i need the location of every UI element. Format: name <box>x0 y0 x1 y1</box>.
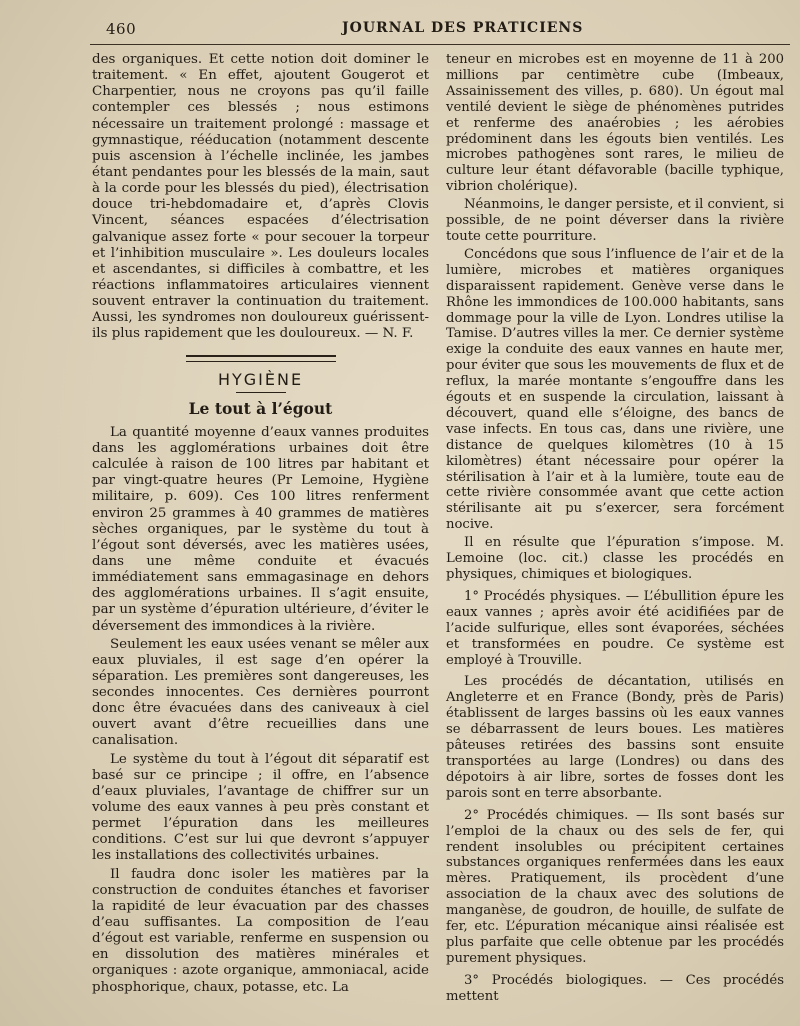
section-separator <box>186 355 336 362</box>
journal-title: JOURNAL DES PRATICIENS <box>342 20 584 36</box>
right-column <box>446 52 784 1007</box>
section-title: HYGIÈNE <box>217 369 304 389</box>
left-paragraph-3: Le système du tout à l’égout dit séparatif est basé sur ce principe ; il offre, en l’absence d’eaux pluviales, l’avantage de chiffrer sur un volume des eaux vannes à peu près constant et permet l’épuration dans les meilleures conditions. C’est sur lui que devront s’appuyer les installations des collectivités urbaines. <box>92 751 429 864</box>
right-paragraph-8: 3° Procédés biologiques. — Ces procédés mettent <box>446 972 784 1004</box>
article-title: Le tout à l’égout <box>188 398 333 418</box>
right-paragraph-2: Néanmoins, le danger persiste, et il convient, si possible, de ne point déverser dans la rivière toute cette pourriture. <box>446 197 784 244</box>
right-paragraph-5: 1° Procédés physiques. — L’ébullition épure les eaux vannes ; après avoir été acidifiées par de l’acide sulfurique, elles sont évaporées, séchées et transformées en poudre. Ce système est employé à Trouville. <box>446 588 784 668</box>
right-paragraph-3: Concédons que sous l’influence de l’air et de la lumière, microbes et matières organiques disparaissent rapidement. Genève verse dans le Rhône les immondices de 100.000 habitants, sans dommage pour la ville de Lyon. Londres utilise la Tamise. D’autres villes la mer. Ce dernier système exige la conduite des eaux vannes en haute mer, pour éviter que sous les mouvements de flux et de reflux, la marée montante s’engouffre dans les égouts et en suspende la circulation, laissant à découvert, quand elle s’éloigne, des bancs de vase infects. En tous cas, dans une rivière, une distance de quelques kilomètres (10 à 15 kilomètres) étant nécessaire pour opérer la stérilisation à l’air et à la lumière, toute eau de cette rivière consommée avant que cette action stérilisante ait pu s’exercer, sera forcément nocive. <box>446 246 784 533</box>
left-column <box>92 52 429 998</box>
section-rule <box>236 392 286 393</box>
right-paragraph-7: 2° Procédés chimiques. — Ils sont basés sur l’emploi de la chaux ou des sels de fer, qui rendent insolubles ou précipitent certaines substances organiques renfermées dans les eaux mères. Pratiquement, ils procèdent d’une association de la chaux avec des solutions de manganèse, de goudron, de houille, de sulfate de fer, etc. L’épuration mécanique ainsi réalisée est plus parfaite que celle obtenue par les procédés purement physiques. <box>446 807 784 966</box>
left-paragraph-4: Il faudra donc isoler les matières par la construction de conduites étanches et favoriser la rapidité de leur évacuation par des chasses d’eau suffisantes. La composition de l’eau d’égout est variable, renferme en suspension ou en dissolution des matières minérales et organiques : azote organique, ammoniacal, acide phosphorique, chaux, potasse, etc. La <box>92 866 429 995</box>
right-paragraph-1: teneur en microbes est en moyenne de 11 à 200 millions par centimètre cube (Imbeaux, Assainissement des villes, p. 680). Un égout mal ventilé devient le siège de phénomènes putrides et renferme des anaérobies ; les aérobies prédominent dans les égouts bien ventilés. Les microbes pathogènes sont rares, le milieu de culture leur étant défavorable (bacille typhique, vibrion cholérique). <box>446 52 784 195</box>
page-header <box>0 14 800 44</box>
header-rule <box>90 44 790 45</box>
right-paragraph-6: Les procédés de décantation, utilisés en Angleterre et en France (Bondy, près de Paris) établissent de larges bassins où les eaux vannes se débarrassent de leurs boues. Les matières pâteuses retirées des bassins sont ensuite transportées au large (Londres) ou dans des dépotoirs à air libre, sortes de fosses dont les parois sont en terre absorbante. <box>446 674 784 801</box>
left-paragraph-1: La quantité moyenne d’eaux vannes produites dans les agglomérations urbaines doit être calculée à raison de 100 litres par habitant et par vingt-quatre heures (Pr Lemoine, Hygiène militaire, p. 609). Ces 100 litres renferment environ 25 grammes à 40 grammes de matières sèches organiques, par le système du tout à l’égout sont déversés, avec les matières usées, dans une même conduite et évacués immédiatement sans emmagasinage en dehors des agglomérations urbaines. Il s’agit ensuite, par un système d’épuration ultérieure, d’éviter le déversement des immondices à la rivière. <box>92 424 429 634</box>
page-number: 460 <box>106 20 137 38</box>
left-paragraph-2: Seulement les eaux usées venant se mêler aux eaux pluviales, il est sage d’en opérer la séparation. Les premières sont dangereuses, les secondes innocentes. Ces dernières pourront donc être évacuées dans des caniveaux à ciel ouvert avant d’être recueillies dans une canalisation. <box>92 636 429 749</box>
intro-paragraph: des organiques. Et cette notion doit dominer le traitement. « En effet, ajoutent Gougerot et Charpentier, nous ne croyons pas qu’il faille contempler ces blessés ; nous estimons nécessaire un traitement prolongé : massage et gymnastique, rééducation (notamment descente puis ascension à l’échelle inclinée, les jambes étant pendantes pour les blessés de la main, saut à la corde pour les blessés du pied), électrisation douce tri-hebdomadaire et, d’après Clovis Vincent, séances espacées d’électrisation galvanique assez forte « pour secouer la torpeur et l’inhibition musculaire ». Les douleurs locales et ascendantes, si difficiles à combattre, et les réactions inflammatoires articulaires viennent souvent entraver la continuation du traitement. Aussi, les syndromes non douloureux guérissent-ils plus rapidement que les douloureux. — N. F. <box>92 52 429 342</box>
right-paragraph-4: Il en résulte que l’épuration s’impose. M. Lemoine (loc. cit.) classe les procédés en physiques, chimiques et biologiques. <box>446 535 784 582</box>
